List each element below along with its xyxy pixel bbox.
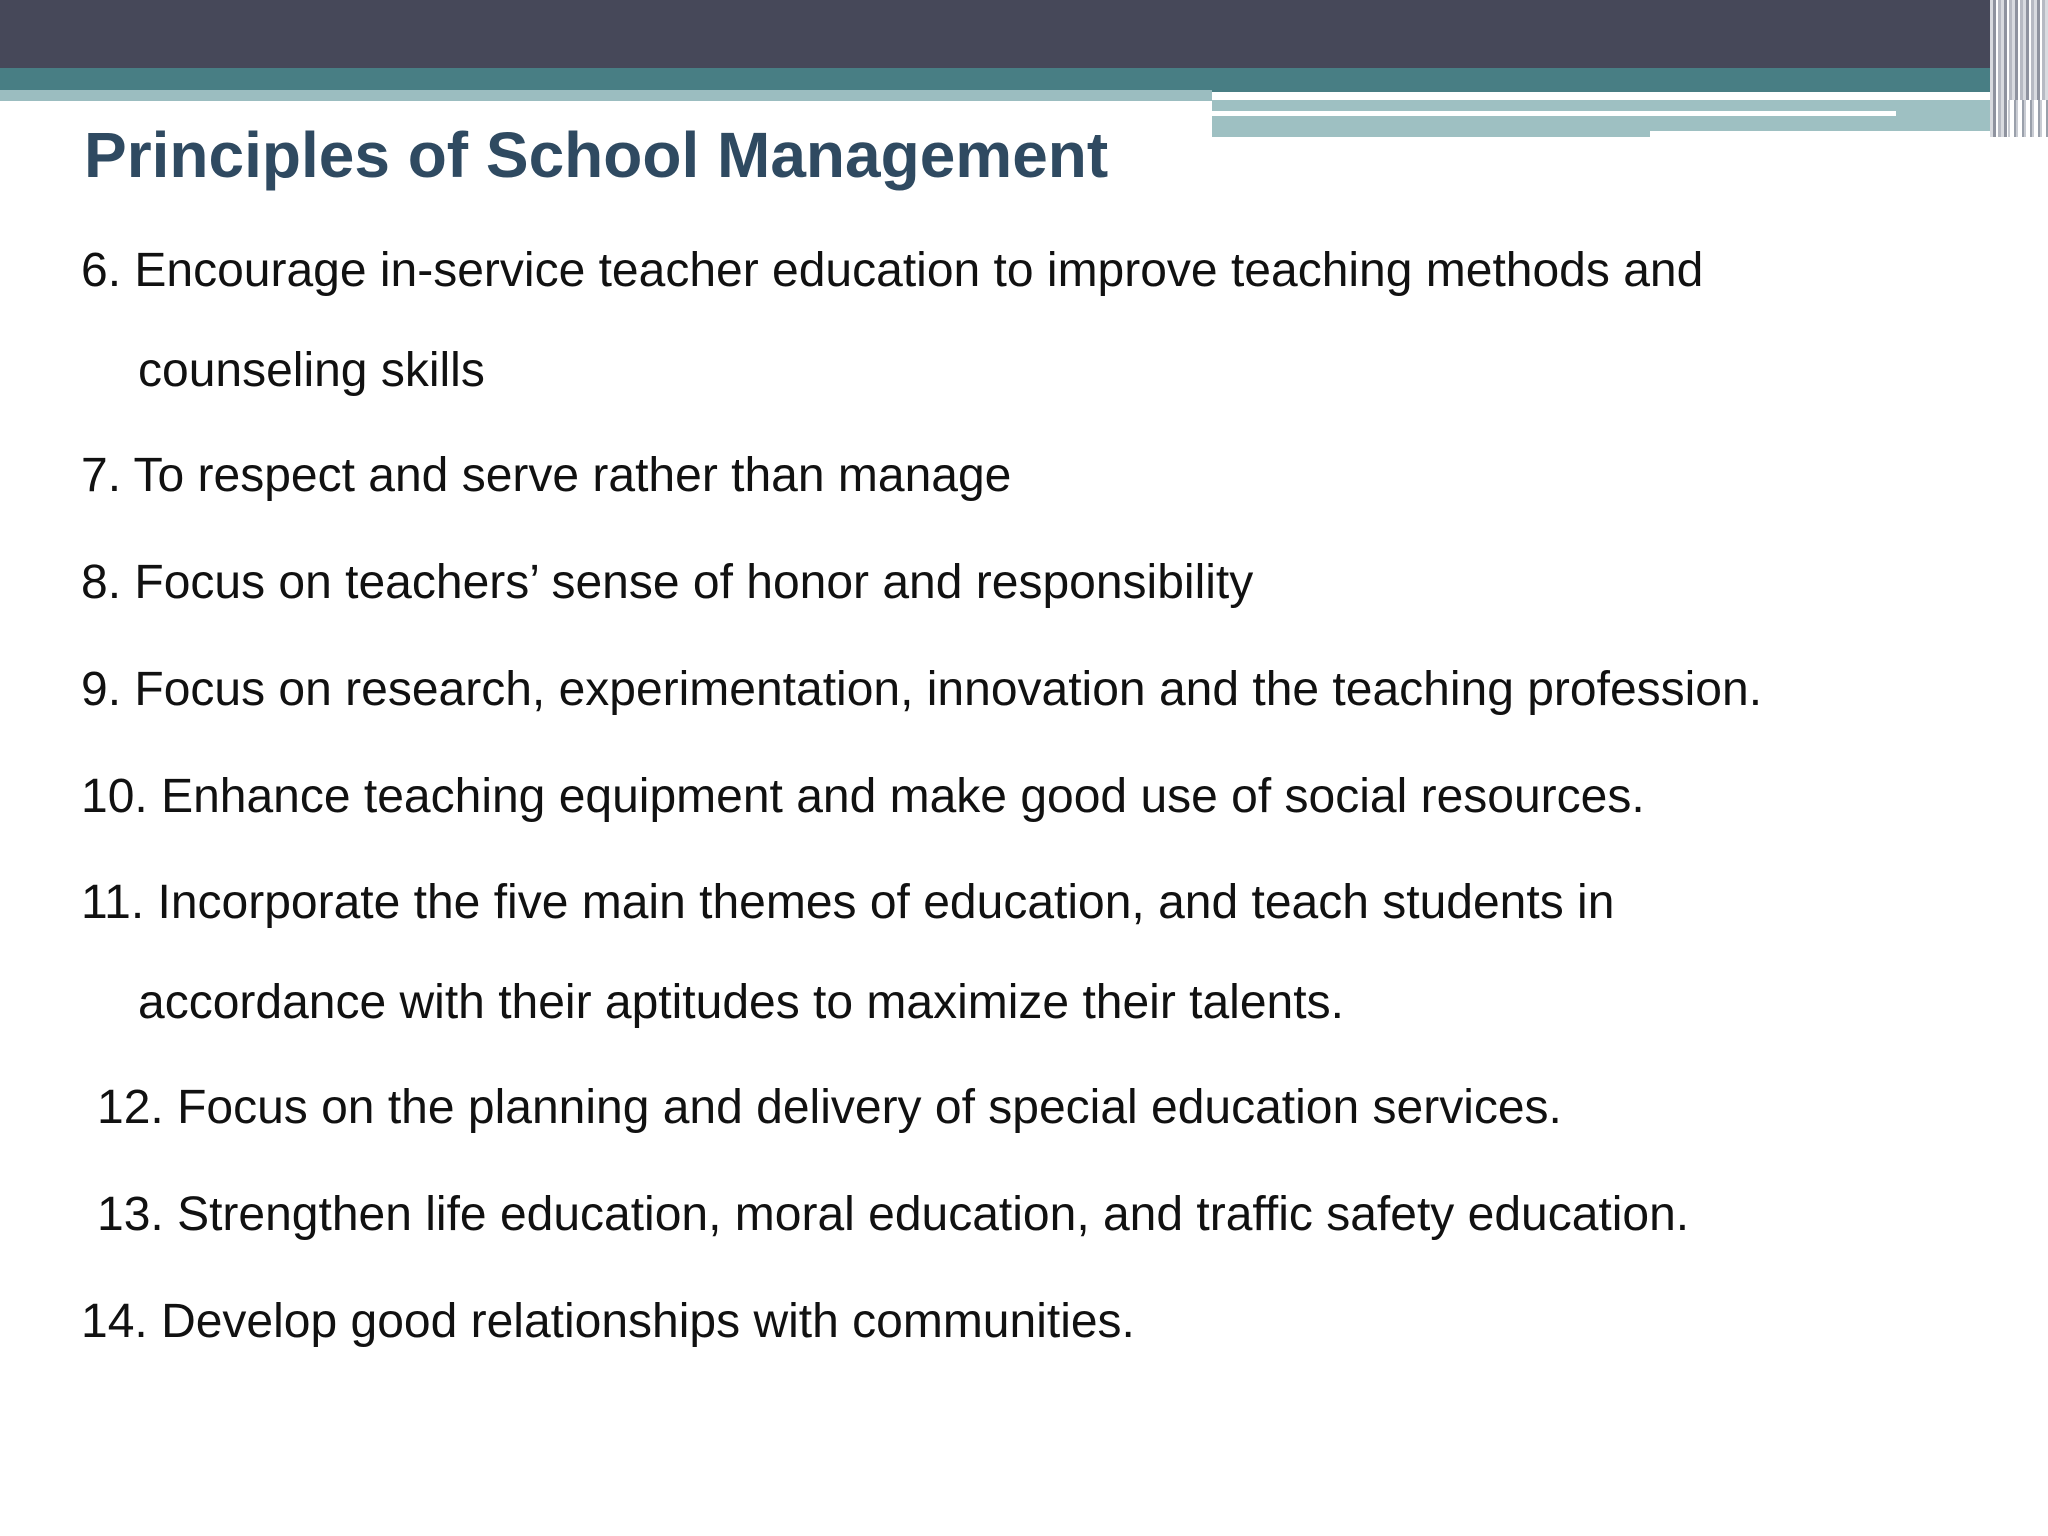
- list-item-text: 11. Incorporate the five main themes of education, and teach students in: [81, 876, 1615, 929]
- header-band-teal: [0, 68, 2048, 92]
- header-white-line: [1212, 111, 1896, 116]
- list-item: [81, 426, 1011, 526]
- list-item: [81, 1272, 1135, 1372]
- list-item-text: 10. Enhance teaching equipment and make good use of social resources.: [81, 770, 1645, 823]
- slide-title: Principles of School Management: [84, 119, 1109, 191]
- list-item-text: 12. Focus on the planning and delivery of special education services.: [97, 1081, 1562, 1134]
- list-item-text: 8. Focus on teachers’ sense of honor and responsibility: [81, 556, 1254, 609]
- list-item-text: 6. Encourage in-service teacher education to improve teaching methods and: [81, 244, 1704, 297]
- header-stripes-low: [2008, 100, 2048, 137]
- list-item-continuation: counseling skills: [138, 344, 485, 397]
- header-white-notch: [1650, 131, 2012, 137]
- list-item: [81, 533, 1253, 633]
- list-item: [97, 1165, 1689, 1265]
- list-item-text: 14. Develop good relationships with communities.: [81, 1295, 1135, 1348]
- list-item: [97, 1058, 1562, 1158]
- list-item: [81, 853, 1614, 1053]
- list-item: [81, 221, 1703, 421]
- list-item-text: 9. Focus on research, experimentation, innovation and the teaching profession.: [81, 663, 1763, 716]
- list-item: [81, 747, 1645, 847]
- list-item-text: 7. To respect and serve rather than manage: [81, 449, 1012, 502]
- header-band-dark: [0, 0, 2048, 68]
- list-item: [81, 640, 1762, 740]
- list-item-continuation: accordance with their aptitudes to maximize their talents.: [138, 976, 1344, 1029]
- list-item-text: 13. Strengthen life education, moral education, and traffic safety education.: [97, 1188, 1690, 1241]
- header-band-light-left: [0, 90, 1212, 101]
